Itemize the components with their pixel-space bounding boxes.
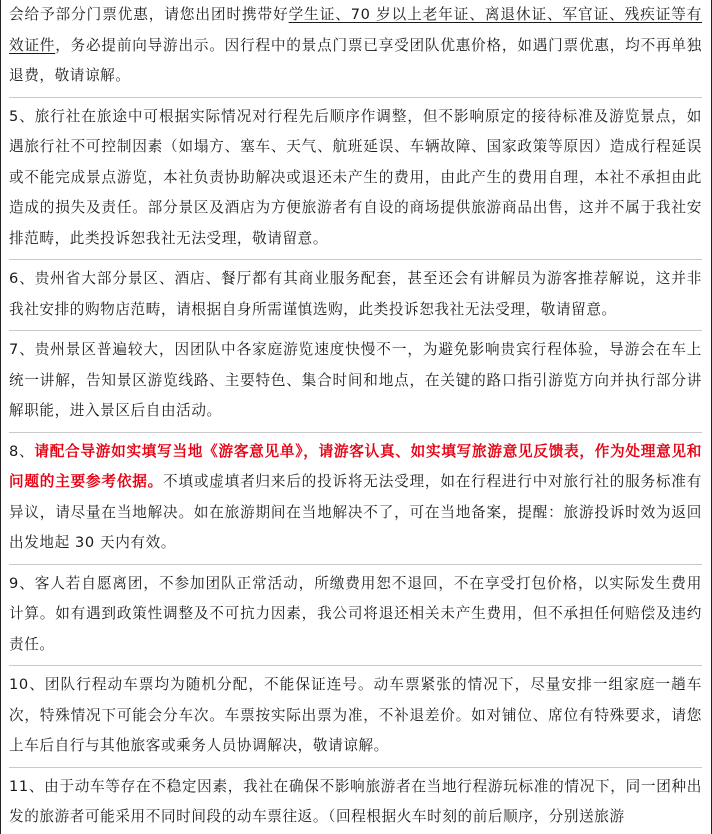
p0-text-a: 会给予部分门票优惠，请您出团时携带好 bbox=[9, 6, 289, 23]
paragraph-10 bbox=[9, 666, 702, 768]
p9-text: 9、客人若自愿离团，不参加团队正常活动，所缴费用恕不退回，不在享受打包价格，以实际发生费用计算。如有遇到政策性调整及不可抗力因素，我公司将退还相关未产生费用，但不承担任何赔偿及违约责任。 bbox=[9, 574, 702, 653]
paragraph-11 bbox=[9, 768, 702, 834]
p10-text: 10、团队行程动车票均为随机分配，不能保证连号。动车票紧张的情况下，尽量安排一组家庭一趟车次，特殊情况下可能会分车次。车票按实际出票为准，不补退差价。如对铺位、席位有特殊要求，请您上车后自行与其他旅客或乘务人员协调解决，敬请谅解。 bbox=[9, 676, 702, 754]
p11-text: 11、由于动车等存在不稳定因素，我社在确保不影响旅游者在当地行程游玩标准的情况下，同一团种出发的旅游者可能采用不同时间段的动车票往返。（回程根据火车时刻的前后顺序，分别送旅游 bbox=[9, 777, 702, 825]
paragraph-6 bbox=[9, 260, 702, 331]
paragraph-7 bbox=[9, 331, 702, 433]
p7-text: 7、贵州景区普遍较大，因团队中各家庭游览速度快慢不一，为避免影响贵宾行程体验，导游会在车上统一讲解，告知景区游览线路、主要特色、集合时间和地点，在关键的路口指引游览方向并执行部分讲解职能，进入景区后自由活动。 bbox=[9, 341, 702, 419]
p0-text-c: ，务必提前向导游出示。因行程中的景点门票已享受团队优惠价格，如遇门票优惠，均不再单独退费，敬请谅解。 bbox=[9, 36, 702, 84]
p6-text: 6、贵州省大部分景区、酒店、餐厅都有其商业服务配套，甚至还会有讲解员为游客推荐解说，这并非我社安排的购物店范畴，请根据自身所需谨慎选购，此类投诉恕我社无法受理，敬请留意。 bbox=[9, 270, 702, 318]
paragraph-5 bbox=[9, 98, 702, 261]
paragraph-4-continuation bbox=[9, 0, 702, 98]
p8-highlighted-text: 请配合导游如实填写当地《游客意见单》，请游客认真、如实填写旅游意见反馈表，作为处理意见和问题的主要参考依据。 bbox=[9, 442, 702, 490]
paragraph-8 bbox=[9, 433, 702, 565]
paragraph-9 bbox=[9, 565, 702, 667]
p5-text: 5、旅行社在旅途中可根据实际情况对行程先后顺序作调整，但不影响原定的接待标准及游览景点，如遇旅行社不可控制因素（如塌方、塞车、天气、航班延误、车辆故障、国家政策等原因）造成行程延误或不能完成景点游览，本社负责协助解决或退还未产生的费用，由此产生的费用自理，本社不承担由此造成的损失及责任。部分景区及酒店为方便旅游者有自设的商场提供旅游商品出售，这并不属于我社安排范畴，此类投诉恕我社无法受理，敬请留意。 bbox=[9, 107, 702, 247]
p8-text: 不填或虚填者归来后的投诉将无法受理，如在行程进行中对旅行社的服务标准有异议，请尽量在当地解决。如在旅游期间在当地解决不了，可在当地备案，提醒：旅游投诉时效为返回出发地起 30 天内有效。 bbox=[9, 473, 702, 551]
p0-required-documents: 学生证、70 岁以上老年证、离退休证、军官证、残疾证等有效证件 bbox=[9, 6, 702, 54]
p8-number: 8、 bbox=[9, 442, 35, 460]
